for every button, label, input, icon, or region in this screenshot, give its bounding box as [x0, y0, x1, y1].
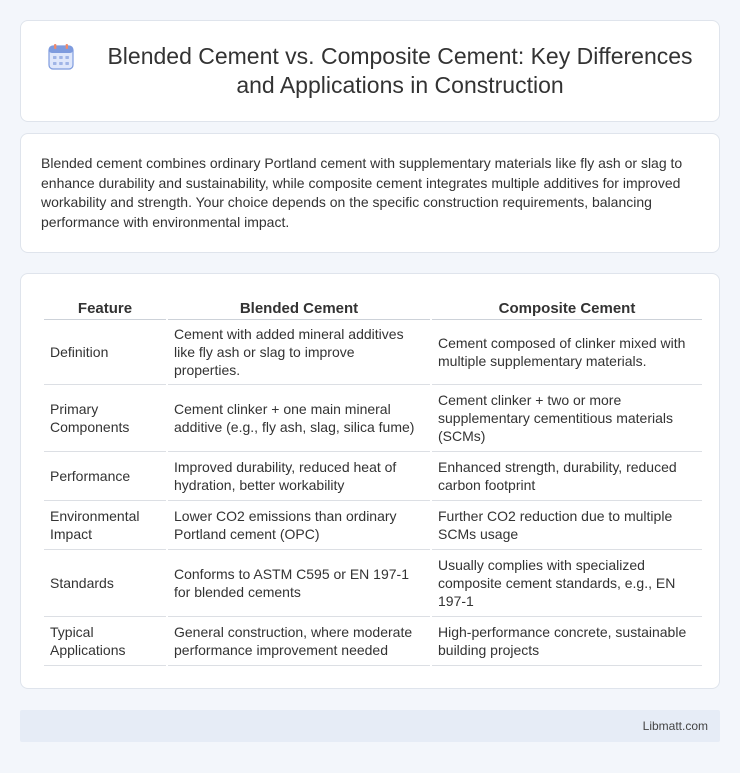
feature-cell: Typical Applications: [44, 617, 166, 666]
table-row: [44, 617, 702, 666]
composite-cell: Enhanced strength, durability, reduced carbon footprint: [432, 452, 702, 501]
comparison-table: [42, 294, 704, 666]
composite-cell: Further CO2 reduction due to multiple SCMs usage: [432, 501, 702, 550]
column-header-composite: Composite Cement: [432, 294, 702, 320]
footer-site-link[interactable]: Libmatt.com: [642, 719, 708, 733]
intro-card: [20, 133, 720, 253]
feature-cell: Primary Components: [44, 385, 166, 452]
blended-cell: Lower CO2 emissions than ordinary Portland cement (OPC): [168, 501, 430, 550]
comparison-table-card: [20, 273, 720, 689]
composite-cell: Cement composed of clinker mixed with multiple supplementary materials.: [432, 320, 702, 385]
intro-paragraph: Blended cement combines ordinary Portland cement with supplementary materials like fly ash or slag to enhance durability and sustainability, while composite cement integrates multiple additives for improved workability and strength. Your choice depends on the specific construction requirements, balancing performance with environmental impact.: [41, 155, 683, 230]
feature-cell: Definition: [44, 320, 166, 385]
blended-cell: General construction, where moderate performance improvement needed: [168, 617, 430, 666]
table-header-row: [44, 294, 702, 320]
column-header-blended: Blended Cement: [168, 294, 430, 320]
blended-cell: Cement with added mineral additives like fly ash or slag to improve properties.: [168, 320, 430, 385]
title-card: [20, 20, 720, 122]
column-header-feature: Feature: [44, 294, 166, 320]
page-title: Blended Cement vs. Composite Cement: Key Differences and Applications in Construction: [107, 43, 693, 98]
calendar-icon: [45, 41, 77, 73]
table-row: [44, 501, 702, 550]
table-row: [44, 550, 702, 617]
feature-cell: Standards: [44, 550, 166, 617]
footer: [20, 710, 720, 742]
table-row: [44, 452, 702, 501]
table-row: [44, 320, 702, 385]
composite-cell: Cement clinker + two or more supplementary cementitious materials (SCMs): [432, 385, 702, 452]
blended-cell: Conforms to ASTM C595 or EN 197-1 for blended cements: [168, 550, 430, 617]
blended-cell: Cement clinker + one main mineral additive (e.g., fly ash, slag, silica fume): [168, 385, 430, 452]
feature-cell: Environmental Impact: [44, 501, 166, 550]
composite-cell: Usually complies with specialized composite cement standards, e.g., EN 197-1: [432, 550, 702, 617]
table-row: [44, 385, 702, 452]
feature-cell: Performance: [44, 452, 166, 501]
blended-cell: Improved durability, reduced heat of hydration, better workability: [168, 452, 430, 501]
composite-cell: High-performance concrete, sustainable building projects: [432, 617, 702, 666]
